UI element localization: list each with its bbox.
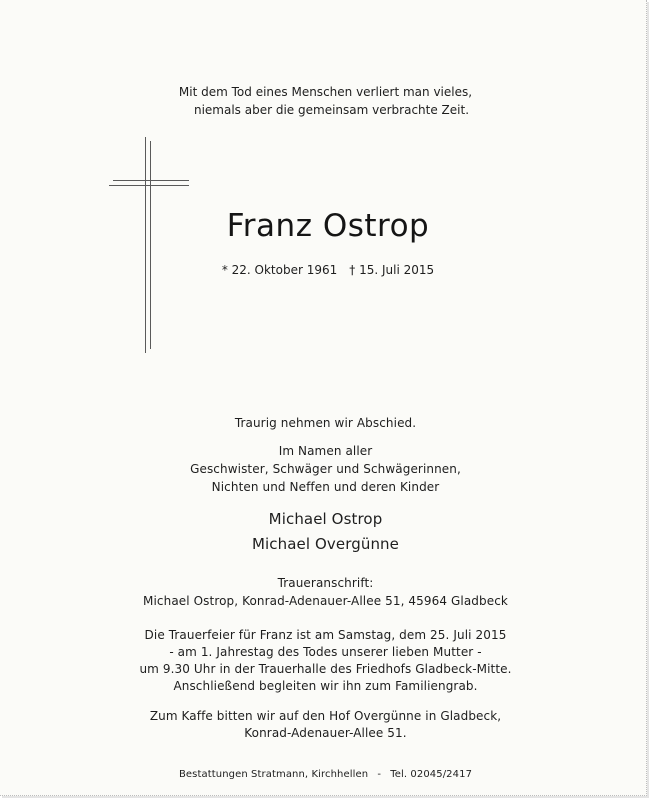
coffee-line-1: Zum Kaffe bitten wir auf den Hof Overgünne in Gladbeck, xyxy=(149,709,502,723)
relatives-line-2: Nichten und Neffen und deren Kinder xyxy=(211,480,440,494)
verse-line-1: Mit dem Tod eines Menschen verliert man vieles, xyxy=(178,85,473,99)
coffee-line-2: Konrad-Adenauer-Allee 51. xyxy=(244,726,407,740)
verse-line-2: niemals aber die gemeinsam verbrachte Zeit. xyxy=(193,103,470,117)
footer-separator: - xyxy=(377,769,382,780)
ceremony-line-2: - am 1. Jahrestag des Todes unserer lieben Mutter - xyxy=(169,645,482,659)
ceremony-line-1: Die Trauerfeier für Franz ist am Samstag, dem 25. Juli 2015 xyxy=(144,628,507,642)
address-line: Michael Ostrop, Konrad-Adenauer-Allee 51, 45964 Gladbeck xyxy=(143,594,508,608)
relatives-line-1: Geschwister, Schwäger und Schwägerinnen, xyxy=(190,462,461,476)
memorial-verse xyxy=(0,83,651,119)
farewell-text: Traurig nehmen wir Abschied. xyxy=(234,416,417,430)
undertaker-phone: Tel. 02045/2417 xyxy=(390,769,473,780)
life-dates xyxy=(178,262,478,278)
address-label: Traueranschrift: xyxy=(277,576,374,590)
undertaker-name: Bestattungen Stratmann, Kirchhellen xyxy=(178,769,369,780)
mourner-name: Michael Ostrop xyxy=(268,510,383,528)
death-date: † 15. Juli 2015 xyxy=(349,263,435,277)
mourner-name: Michael Overgünne xyxy=(251,535,399,553)
ceremony-line-4: Anschließend begleiten wir ihn zum Familiengrab. xyxy=(173,679,478,693)
ceremony-line-3: um 9.30 Uhr in der Trauerhalle des Friedhofs Gladbeck-Mitte. xyxy=(139,662,512,676)
deceased-name: Franz Ostrop xyxy=(226,208,430,244)
footer xyxy=(0,768,651,782)
birth-date: * 22. Oktober 1961 xyxy=(221,263,338,277)
names-intro: Im Namen aller xyxy=(278,444,373,458)
